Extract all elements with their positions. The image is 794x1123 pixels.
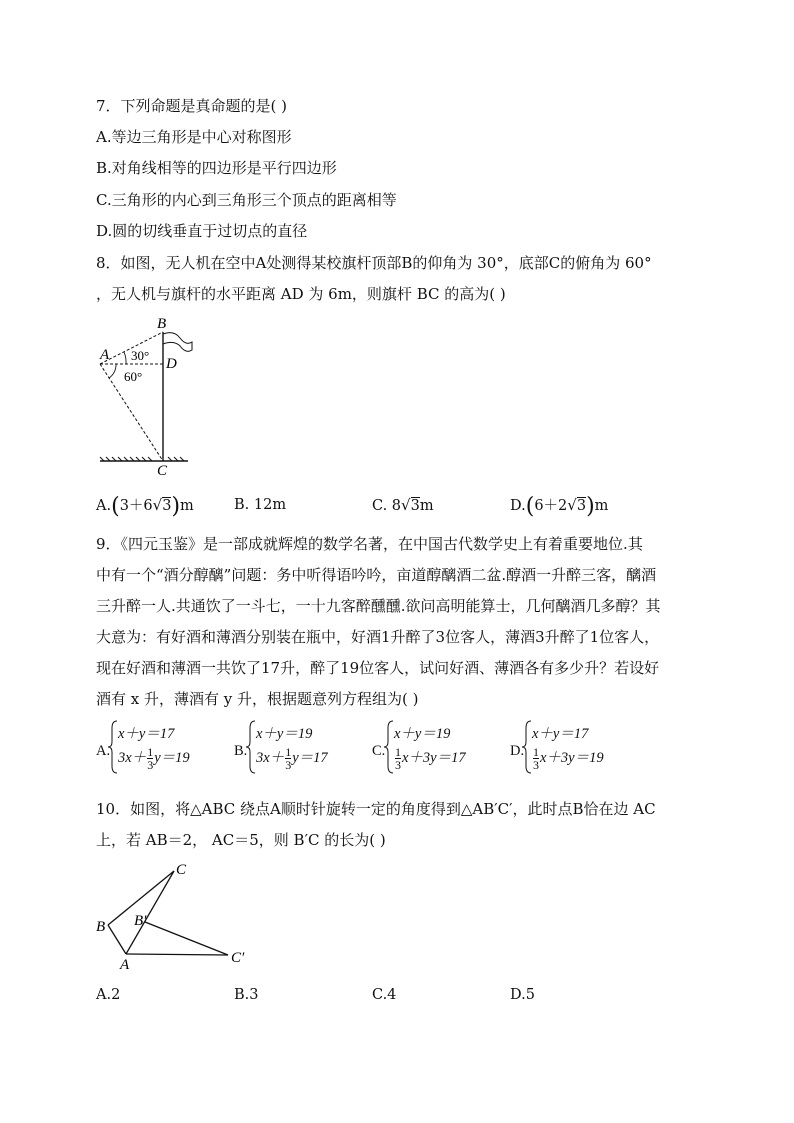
- q8-option-a: A.(3＋6√3)m: [96, 494, 194, 519]
- q7-option-c: C.三角形的内心到三角形三个顶点的距离相等: [96, 191, 397, 209]
- q8-option-b: B. 12m: [234, 497, 287, 513]
- q8-label-c: C: [157, 463, 168, 478]
- q8-angle-60: 60°: [124, 369, 143, 384]
- q10-option-d: D.5: [510, 987, 535, 1003]
- q10-option-c: C.4: [372, 987, 397, 1003]
- q10-stem-line2: 上，若 AB＝2， AC＝5，则 B′C 的长为( ): [96, 831, 386, 849]
- q9-line-2: 中有一个“酒分醇醨”问题：务中听得语吟吟，亩道醇醨酒二盆.醇酒一升醉三客，醨酒: [96, 566, 657, 584]
- q10-option-b: B.3: [234, 987, 259, 1003]
- q10-label-a: A: [120, 957, 130, 973]
- q8-option-d: D.(6＋2√3)m: [510, 494, 609, 519]
- q10-figure: [90, 855, 260, 975]
- q10-label-b: B: [96, 919, 106, 935]
- q9-option-a: A. x＋y＝17 3x＋ $\frac{1}{3}$ y＝19: [96, 720, 226, 776]
- q7-option-a: A.等边三角形是中心对称图形: [96, 128, 292, 146]
- q9-line-6: 酒有 x 升，薄酒有 y 升，根据题意列方程组为( ): [96, 690, 419, 708]
- q10-label-b-prime: B′: [134, 913, 147, 929]
- q7-option-d: D.圆的切线垂直于过切点的直径: [96, 222, 308, 240]
- q9-line-1: 9．《四元玉鉴》是一部成就辉煌的数学名著，在中国古代数学史上有着重要地位.其: [96, 535, 643, 553]
- q8-label-d: D: [166, 356, 177, 372]
- q9-option-b: B. x＋y＝19 3x＋ $\frac{1}{3}$ y＝17: [234, 720, 364, 776]
- q8-label-b: B: [157, 316, 167, 332]
- q9-line-3: 三升醉一人.共通饮了一斗七，一十九客醉醺醺.欲问高明能算士，几何醨酒几多醇？其: [96, 597, 661, 615]
- q8-label-a: A: [100, 347, 110, 363]
- q9-line-4: 大意为：有好酒和薄酒分别装在瓶中，好酒1升醉了3位客人，薄酒3升醉了1位客人，: [96, 628, 660, 646]
- q10-label-c-prime: C′: [231, 950, 245, 966]
- q10-label-c: C: [176, 862, 187, 878]
- q8-stem-line2: ，无人机与旗杆的水平距离 AD 为 6m，则旗杆 BC 的高为( ): [96, 285, 506, 303]
- q10-stem-line1: 10．如图，将△ABC 绕点A顺时针旋转一定的角度得到△AB′C′，此时点B恰在边 AC: [96, 800, 656, 818]
- q10-option-a: A.2: [96, 987, 121, 1003]
- q7-option-b: B.对角线相等的四边形是平行四边形: [96, 159, 337, 177]
- q7-stem: 7．下列命题是真命题的是( ): [96, 97, 288, 115]
- q8-stem-line1: 8．如图，无人机在空中A处测得某校旗杆顶部B的仰角为 30°，底部C的俯角为 60°: [96, 254, 652, 272]
- q9-option-c: C. x＋y＝19 $\frac{1}{3}$ x＋3y＝17: [372, 720, 502, 776]
- q8-option-c: C. 8√3m: [372, 496, 434, 514]
- q8-angle-30: 30°: [131, 348, 150, 363]
- q9-option-d: D. x＋y＝17 $\frac{1}{3}$ x＋3y＝19: [510, 720, 640, 776]
- q8-figure: [94, 312, 204, 478]
- q9-line-5: 现在好酒和薄酒一共饮了17升，醉了19位客人，试问好酒、薄酒各有多少升？若设好: [96, 659, 660, 677]
